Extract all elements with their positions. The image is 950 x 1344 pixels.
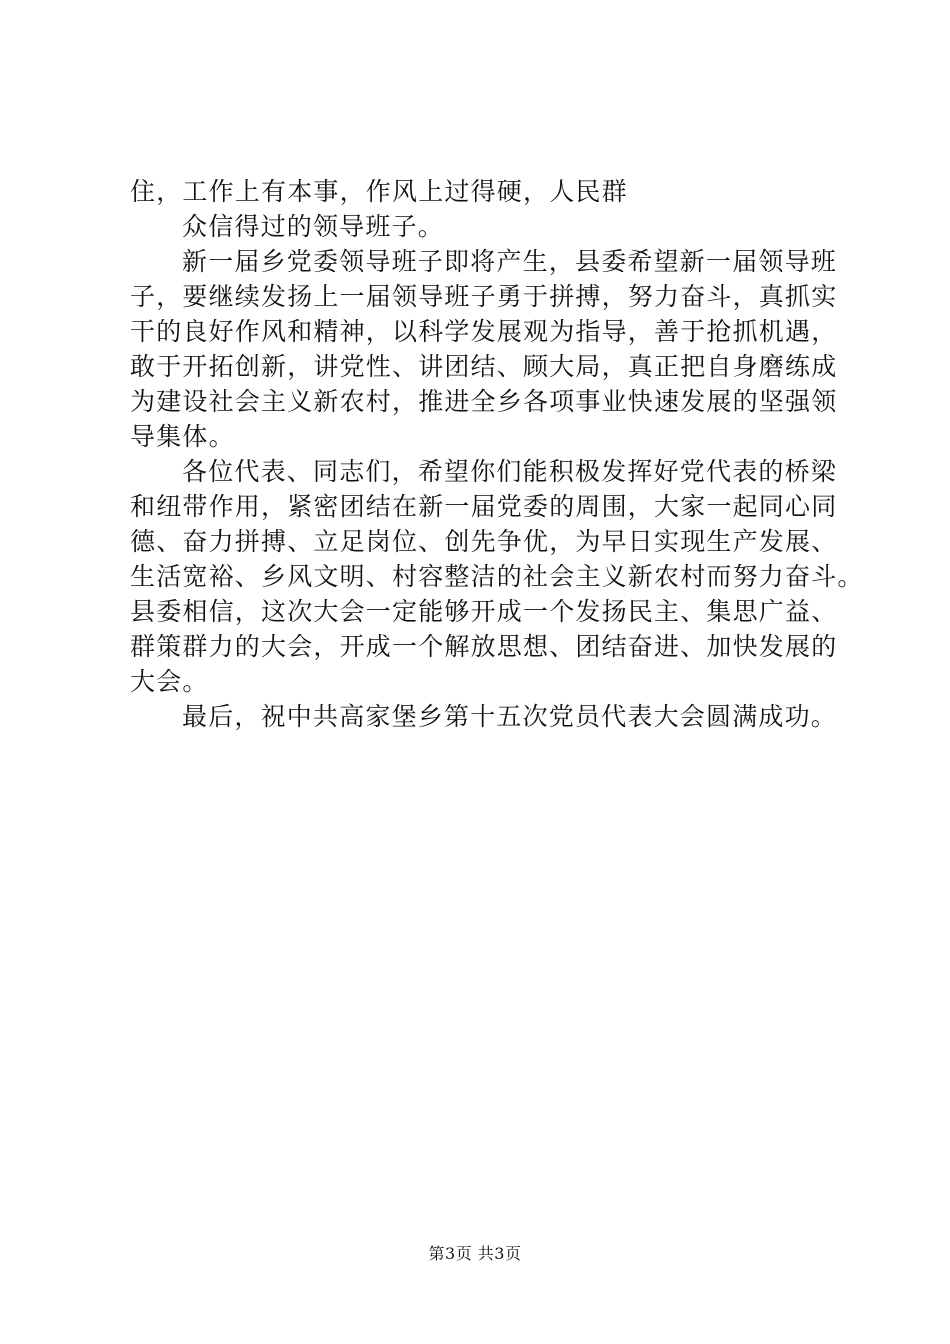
text-line: 敢于开拓创新，讲党性、讲团结、顾大局，真正把自身磨练成 [130, 352, 838, 381]
text-line: 德、奋力拼搏、立足岗位、创先争优，为早日实现生产发展、 [130, 527, 838, 556]
text-line: 住，工作上有本事，作风上过得硬，人民群 [130, 177, 628, 206]
text-line: 新一届乡党委领导班子即将产生，县委希望新一届领导班 [182, 247, 838, 276]
text-line: 众信得过的领导班子。 [182, 212, 445, 241]
text-line: 县委相信，这次大会一定能够开成一个发扬民主、集思广益、 [130, 597, 838, 626]
text-line: 为建设社会主义新农村，推进全乡各项事业快速发展的坚强领 [130, 387, 838, 416]
text-line: 各位代表、同志们，希望你们能积极发挥好党代表的桥梁 [182, 457, 838, 486]
text-line: 干的良好作风和精神，以科学发展观为指导，善于抢抓机遇， [130, 317, 838, 346]
page-footer [0, 1242, 950, 1266]
text-line: 导集体。 [130, 422, 235, 451]
page-number: 第3页 共3页 [428, 1244, 522, 1263]
text-line: 大会。 [130, 667, 209, 696]
text-line: 和纽带作用，紧密团结在新一届党委的周围，大家一起同心同 [130, 492, 838, 521]
text-line: 群策群力的大会，开成一个解放思想、团结奋进、加快发展的 [130, 632, 838, 661]
text-line: 最后，祝中共高家堡乡第十五次党员代表大会圆满成功。 [182, 702, 838, 731]
text-line: 生活宽裕、乡风文明、村容整洁的社会主义新农村而努力奋斗。 [130, 562, 864, 591]
text-line: 子，要继续发扬上一届领导班子勇于拼搏，努力奋斗，真抓实 [130, 282, 838, 311]
document-body [130, 174, 864, 734]
